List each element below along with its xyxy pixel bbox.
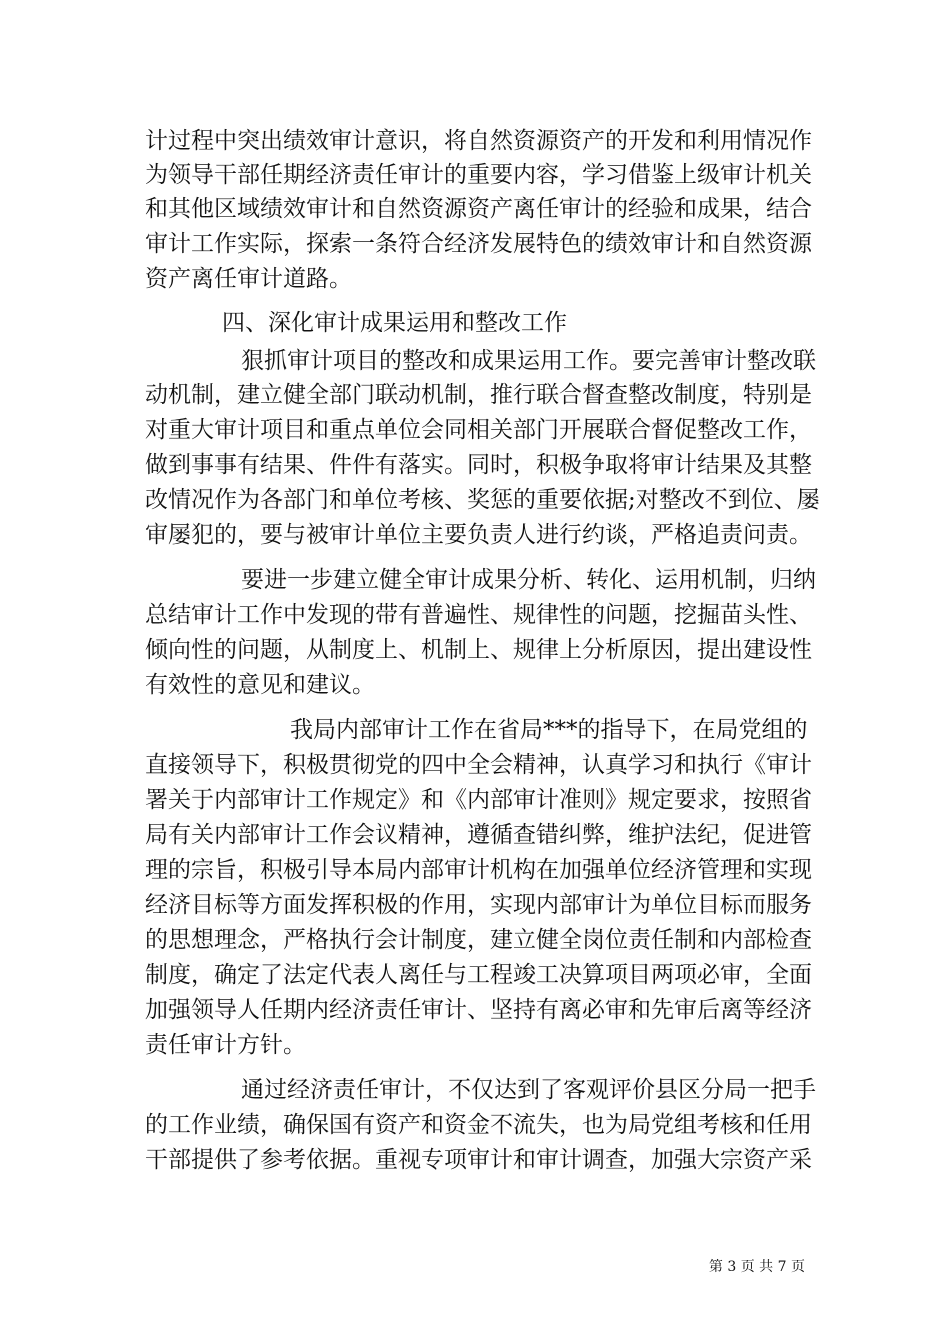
page-number-footer: 第 3 页 共 7 页 — [708, 1259, 805, 1275]
paragraph-line: 经济目标等方面发挥积极的作用，实现内部审计为单位目标而服务 — [145, 892, 812, 918]
paragraph-line: 做到事事有结果、件件有落实。同时，积极争取将审计结果及其整 — [145, 452, 812, 478]
paragraph-line: 我局内部审计工作在省局***的指导下，在局党组的 — [290, 717, 808, 743]
paragraph-line: 总结审计工作中发现的带有普遍性、规律性的问题，挖掘苗头性、 — [145, 602, 812, 628]
paragraph-line: 直接领导下，积极贯彻党的四中全会精神，认真学习和执行《审计 — [145, 752, 812, 778]
paragraph-line: 资产离任审计道路。 — [145, 266, 352, 292]
paragraph-line: 要进一步建立健全审计成果分析、转化、运用机制，归纳 — [241, 567, 816, 593]
paragraph-line: 为领导干部任期经济责任审计的重要内容，学习借鉴上级审计机关 — [145, 162, 812, 188]
paragraph-line: 局有关内部审计工作会议精神，遵循查错纠弊，维护法纪，促进管 — [145, 822, 812, 848]
paragraph-line: 改情况作为各部门和单位考核、奖惩的重要依据;对整改不到位、屡 — [145, 487, 820, 513]
paragraph-line: 的思想理念，严格执行会计制度，建立健全岗位责任制和内部检查 — [145, 927, 812, 953]
paragraph-line: 干部提供了参考依据。重视专项审计和审计调查，加强大宗资产采 — [145, 1147, 812, 1173]
paragraph-line: 通过经济责任审计，不仅达到了客观评价县区分局一把手 — [241, 1077, 816, 1103]
paragraph-line: 署关于内部审计工作规定》和《内部审计准则》规定要求，按照省 — [145, 787, 812, 813]
paragraph-line: 对重大审计项目和重点单位会同相关部门开展联合督促整改工作， — [145, 417, 812, 443]
paragraph-line: 加强领导人任期内经济责任审计、坚持有离必审和先审后离等经济 — [145, 997, 812, 1023]
paragraph-line: 狠抓审计项目的整改和成果运用工作。要完善审计整改联 — [241, 348, 816, 374]
paragraph-line: 计过程中突出绩效审计意识，将自然资源资产的开发和利用情况作 — [145, 128, 812, 154]
paragraph-line: 动机制，建立健全部门联动机制，推行联合督查整改制度，特别是 — [145, 382, 812, 408]
paragraph-line: 的工作业绩，确保国有资产和资金不流失，也为局党组考核和任用 — [145, 1112, 812, 1138]
paragraph-line: 有效性的意见和建议。 — [145, 672, 375, 698]
paragraph-line: 理的宗旨，积极引导本局内部审计机构在加强单位经济管理和实现 — [145, 857, 812, 883]
paragraph-line: 责任审计方针。 — [145, 1032, 306, 1058]
paragraph-line: 和其他区域绩效审计和自然资源资产离任审计的经验和成果，结合 — [145, 196, 812, 222]
paragraph-line: 审屡犯的，要与被审计单位主要负责人进行约谈，严格追责问责。 — [145, 522, 812, 548]
paragraph-line: 倾向性的问题，从制度上、机制上、规律上分析原因，提出建设性 — [145, 637, 812, 663]
paragraph-line: 制度，确定了法定代表人离任与工程竣工决算项目两项必审，全面 — [145, 962, 812, 988]
section-heading: 四、深化审计成果运用和整改工作 — [222, 310, 567, 336]
paragraph-line: 审计工作实际，探索一条符合经济发展特色的绩效审计和自然资源 — [145, 231, 812, 257]
